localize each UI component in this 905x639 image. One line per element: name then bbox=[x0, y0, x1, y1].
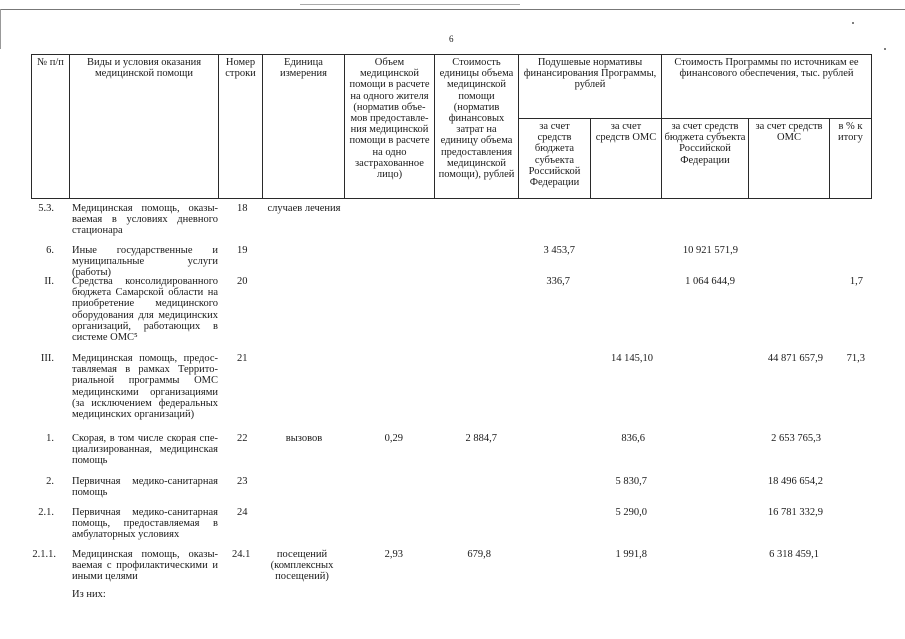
header-num: № п/п bbox=[32, 55, 70, 199]
row-num: 2.1.1. bbox=[32, 549, 56, 560]
row-pr-oms: 44 871 657,9 bbox=[767, 353, 823, 364]
row-line: 24.1 bbox=[232, 549, 251, 560]
row-num: II. bbox=[44, 276, 54, 287]
row-name: Первичная медико-санитарная помощь bbox=[72, 476, 218, 499]
row-pc-oms: 5 290,0 bbox=[615, 507, 647, 518]
header-line: Номер строки bbox=[219, 55, 263, 199]
row-line: 19 bbox=[237, 245, 248, 256]
header-per-capita: Подушевые нормативы финансирования Программы, рублей bbox=[519, 55, 662, 119]
row-pr-oms: 16 781 332,9 bbox=[767, 507, 823, 518]
row-pr-oms: 2 653 765,3 bbox=[771, 433, 821, 444]
row-line: 20 bbox=[237, 276, 248, 287]
footer-text: Из них: bbox=[72, 589, 106, 600]
page-number: 6 bbox=[449, 34, 454, 44]
row-name: Первичная медико-санитарная помощь, предоставляемая в амбулаторных условиях bbox=[72, 507, 218, 541]
row-pc-budget: 336,7 bbox=[546, 276, 570, 287]
row-line: 22 bbox=[237, 433, 248, 444]
row-unit: вызовов bbox=[285, 433, 323, 444]
header-unit: Единица измерения bbox=[263, 55, 345, 199]
row-unit: случаев лечения bbox=[267, 203, 341, 214]
header-volume: Объем медицинской помощи в расчете на одного жителя (норматив объе-мов предоставле-ния медицинской помощи в расчете на одно застрахованное лицо) bbox=[345, 55, 435, 199]
row-cost: 2 884,7 bbox=[465, 433, 497, 444]
row-name: Медицинская помощь, предос-тавляемая в рамках Террито-риальной программы ОМС медицинскими организациями (за исключением федеральных медицинских организаций) bbox=[72, 353, 218, 421]
row-num: 6. bbox=[46, 245, 54, 256]
row-unit: посещений (комплексных посещений) bbox=[270, 549, 334, 583]
row-pc-oms: 5 830,7 bbox=[615, 476, 647, 487]
row-line: 24 bbox=[237, 507, 248, 518]
row-pc-oms: 14 145,10 bbox=[611, 353, 653, 364]
row-name: Иные государственные и муниципальные услуги (работы) bbox=[72, 245, 218, 279]
header-pc-oms: за счет средств ОМС bbox=[591, 119, 662, 199]
header-pr-pct: в % к итогу bbox=[830, 119, 872, 199]
row-pc-budget: 3 453,7 bbox=[543, 245, 575, 256]
row-pc-oms: 836,6 bbox=[621, 433, 645, 444]
header-pr-budget: за счет средств бюджета субъекта Российской Федерации bbox=[662, 119, 749, 199]
row-pct: 1,7 bbox=[849, 276, 863, 287]
row-cost: 679,8 bbox=[467, 549, 491, 560]
row-line: 18 bbox=[237, 203, 248, 214]
row-line: 23 bbox=[237, 476, 248, 487]
row-name: Скорая, в том числе скорая спе-циализированная, медицинская помощь bbox=[72, 433, 218, 467]
row-pr-oms: 18 496 654,2 bbox=[767, 476, 823, 487]
row-name: Медицинская помощь, оказы-ваемая в условиях дневного стационара bbox=[72, 203, 218, 237]
row-pr-oms: 6 318 459,1 bbox=[769, 549, 819, 560]
row-volume: 0,29 bbox=[384, 433, 403, 444]
header-kind: Виды и условия оказания медицинской помощи bbox=[70, 55, 219, 199]
row-volume: 2,93 bbox=[384, 549, 403, 560]
row-name: Средства консолидированного бюджета Самарской области на приобретение медицинского оборудования для медицинских организаций, работающих в системе ОМС⁵ bbox=[72, 276, 218, 344]
row-num: III. bbox=[40, 353, 54, 364]
row-num: 5.3. bbox=[38, 203, 54, 214]
header-pr-oms: за счет средств ОМС bbox=[749, 119, 830, 199]
row-pr-budget: 1 064 644,9 bbox=[685, 276, 735, 287]
row-line: 21 bbox=[237, 353, 248, 364]
header-cost: Стоимость единицы объема медицинской помощи (норматив финансовых затрат на единицу объема предоставления медицинской помощи), рублей bbox=[435, 55, 519, 199]
row-pr-budget: 10 921 571,9 bbox=[682, 245, 738, 256]
row-num: 2. bbox=[46, 476, 54, 487]
row-num: 2.1. bbox=[38, 507, 54, 518]
row-pct: 71,3 bbox=[846, 353, 865, 364]
header-program-cost: Стоимость Программы по источникам ее финансового обеспечения, тыс. рублей bbox=[662, 55, 872, 119]
row-name: Медицинская помощь, оказы-ваемая с профилактическими и иными целями bbox=[72, 549, 218, 583]
header-pc-budget: за счет средств бюджета субъекта Российской Федерации bbox=[519, 119, 591, 199]
row-pc-oms: 1 991,8 bbox=[615, 549, 647, 560]
row-num: 1. bbox=[46, 433, 54, 444]
